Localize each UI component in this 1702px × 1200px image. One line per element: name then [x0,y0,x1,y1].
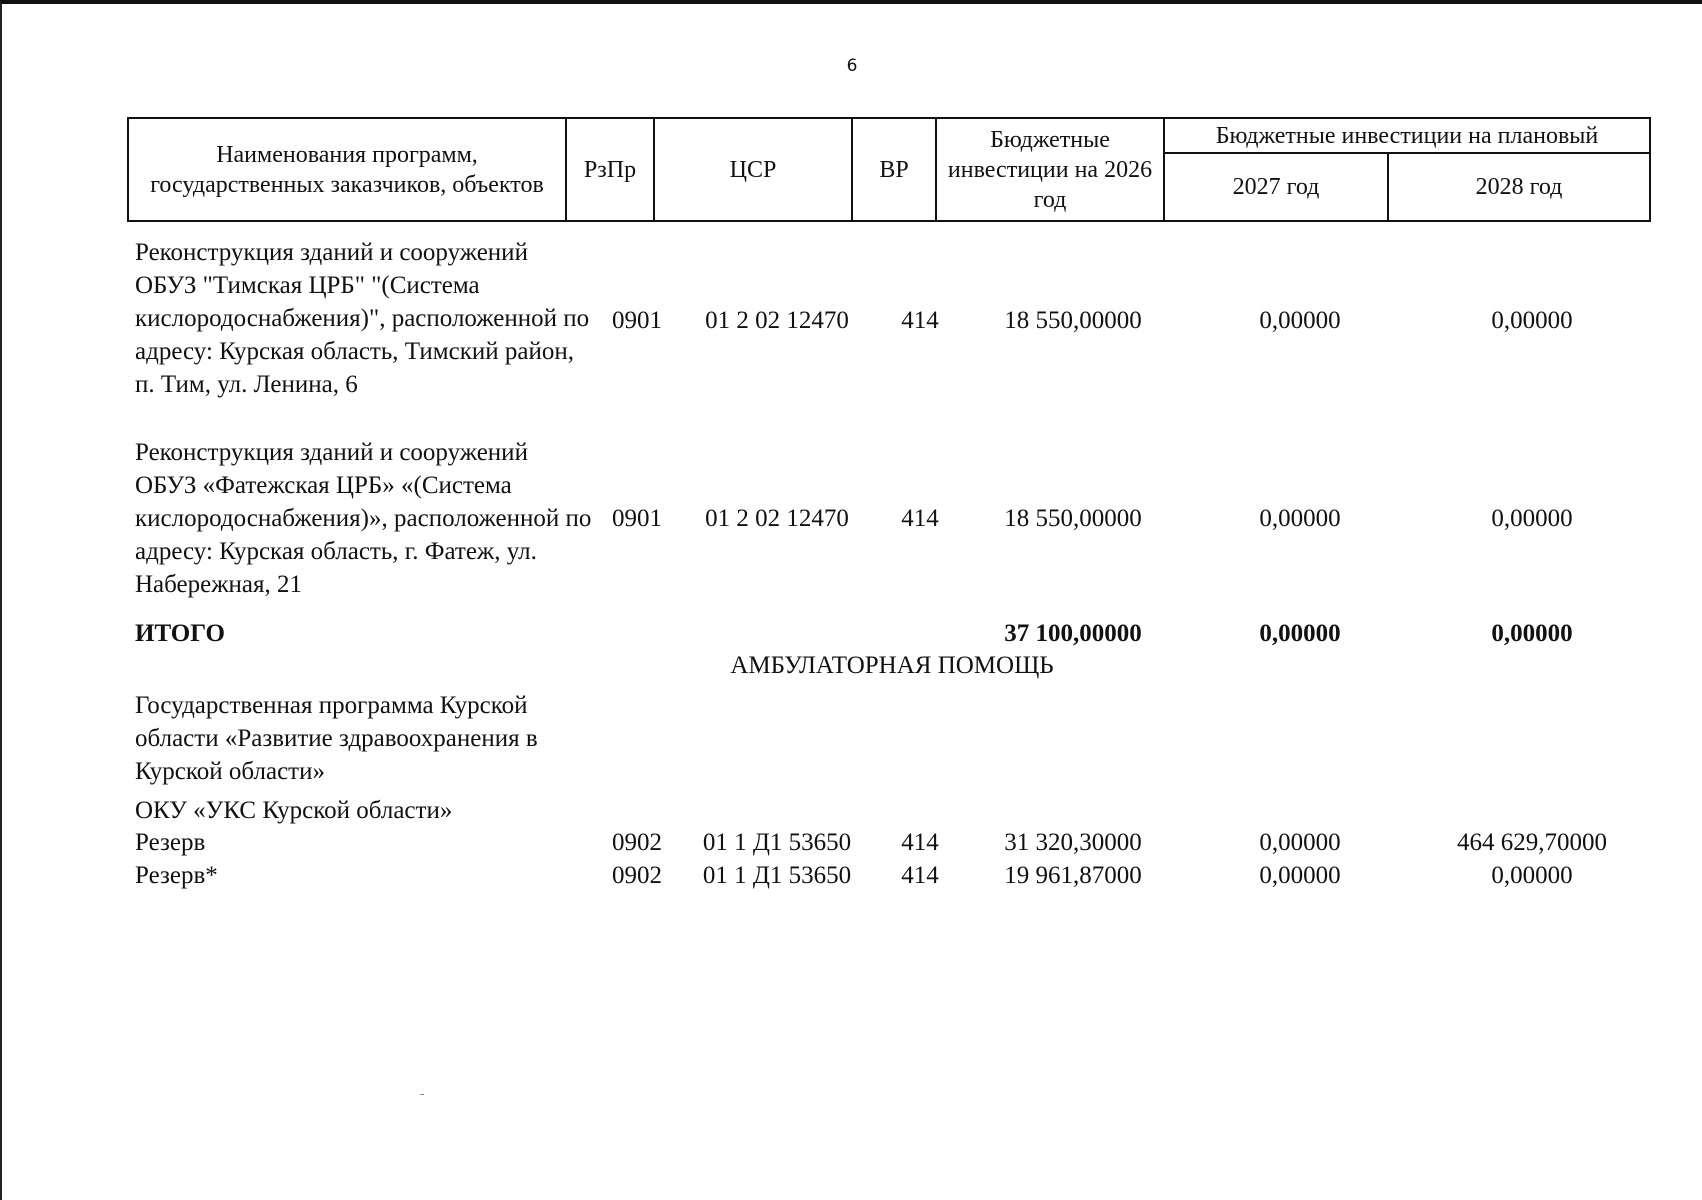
row-1-csr: 01 2 02 12470 [705,307,849,334]
scan-speck [420,1094,424,1095]
row-1-inv2026: 18 550,00000 [1004,307,1142,334]
row-1-2028: 0,00000 [1491,307,1573,334]
row-1-2027: 0,00000 [1259,307,1341,334]
row-2-name: Реконструкция зданий и сооружений ОБУЗ «Фатежская ЦРБ» «(Система кислородоснабжения)», расположенной по адресу: Курская область, г. Фатеж, ул. Набережная, 21 [135,439,592,598]
reserve-2-csr: 01 1 Д1 53650 [702,862,852,889]
row-2-rzpr: 0901 [612,505,662,532]
row-1-vr: 414 [901,307,939,334]
header-inv2026: Бюджетные инвестиции на 2026 год [935,117,1165,222]
reserve-1-name: Резерв [135,829,206,856]
header-2027: 2027 год [1163,152,1389,222]
reserve-1-inv2026: 31 320,30000 [1004,829,1142,856]
reserve-2-2028: 0,00000 [1491,862,1573,889]
row-2-2028: 0,00000 [1491,505,1573,532]
program-name: Государственная программа Курской области «Развитие здравоохранения в Курской области» [135,692,538,785]
section-title: АМБУЛАТОРНАЯ ПОМОЩЬ [730,652,1054,679]
reserve-2-inv2026: 19 961,87000 [1004,862,1142,889]
row-2-inv2026: 18 550,00000 [1004,505,1142,532]
header-rzpr: РзПр [565,117,655,222]
page-number: 6 [846,56,858,76]
reserve-1-vr: 414 [901,829,939,856]
table-header [127,117,1651,222]
header-2028: 2028 год [1387,152,1651,222]
row-2-vr: 414 [901,505,939,532]
header-name: Наименования программ, государственных заказчиков, объектов [127,117,567,222]
reserve-2-name: Резерв* [135,862,218,889]
row-1-name: Реконструкция зданий и сооружений ОБУЗ "Тимская ЦРБ" "(Система кислородоснабжения)", расположенной по адресу: Курская область, Тимский район, п. Тим, ул. Ленина, 6 [135,239,590,398]
reserve-2-2027: 0,00000 [1259,862,1341,889]
header-planned: Бюджетные инвестиции на плановый [1163,117,1651,154]
reserve-2-rzpr: 0902 [612,862,662,889]
reserve-1-2028: 464 629,70000 [1457,829,1607,856]
reserve-1-rzpr: 0902 [612,829,662,856]
total-2028: 0,00000 [1491,620,1573,647]
row-2-2027: 0,00000 [1259,505,1341,532]
total-2027: 0,00000 [1259,620,1341,647]
reserve-1-csr: 01 1 Д1 53650 [702,829,852,856]
reserve-2-vr: 414 [901,862,939,889]
customer-name: ОКУ «УКС Курской области» [135,797,453,824]
row-2-csr: 01 2 02 12470 [705,505,849,532]
header-vr: ВР [851,117,937,222]
total-inv2026: 37 100,00000 [1004,620,1142,647]
row-1-rzpr: 0901 [612,307,662,334]
reserve-1-2027: 0,00000 [1259,829,1341,856]
total-label: ИТОГО [135,620,225,647]
header-csr: ЦСР [653,117,853,222]
